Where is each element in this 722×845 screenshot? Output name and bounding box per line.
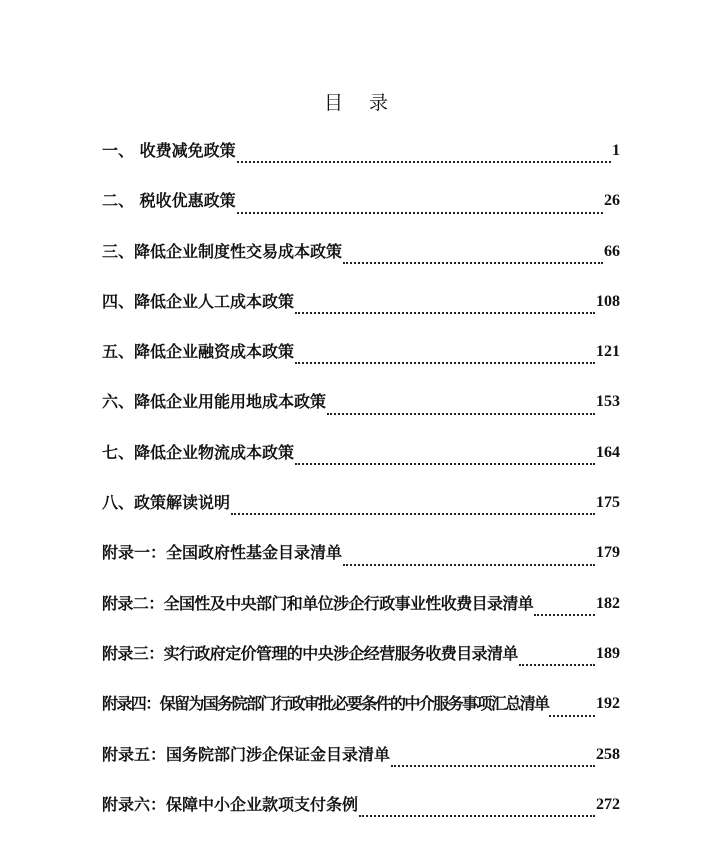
toc-entry-label: 八、政策解读说明 xyxy=(102,493,231,513)
toc-entry-label: 附录六：保障中小企业款项支付条例 xyxy=(102,794,359,814)
toc-entry[interactable] xyxy=(102,793,620,843)
toc-entry-page: 182 xyxy=(596,594,620,612)
dot-leader xyxy=(534,614,595,616)
dot-leader xyxy=(549,715,595,717)
toc-entry[interactable] xyxy=(102,340,620,390)
toc-entry-label: 三、降低企业制度性交易成本政策 xyxy=(102,241,343,261)
toc-entry[interactable] xyxy=(102,491,620,541)
toc-entry[interactable] xyxy=(102,189,620,239)
toc-entry-page: 26 xyxy=(604,192,620,210)
dot-leader xyxy=(231,513,595,515)
toc-title: 目 录 xyxy=(323,92,399,114)
toc-entry[interactable] xyxy=(102,743,620,793)
toc-entry[interactable] xyxy=(102,642,620,692)
toc-entry[interactable] xyxy=(102,390,620,440)
toc-entry-page: 164 xyxy=(596,443,620,461)
toc-entry-page: 1 xyxy=(612,142,620,159)
table-of-contents xyxy=(102,139,620,843)
toc-entry-label: 附录四：保留为国务院部门行政审批必要条件的中介服务事项汇总清单 xyxy=(102,694,549,714)
toc-entry[interactable] xyxy=(102,592,620,642)
dot-leader xyxy=(343,564,595,566)
dot-leader xyxy=(295,463,595,465)
dot-leader xyxy=(295,312,595,314)
dot-leader xyxy=(519,664,595,666)
dot-leader xyxy=(295,362,595,364)
toc-entry-page: 153 xyxy=(596,393,620,411)
toc-entry[interactable] xyxy=(102,441,620,491)
dot-leader xyxy=(327,413,595,415)
toc-entry[interactable] xyxy=(102,139,620,189)
dot-leader xyxy=(237,212,603,214)
toc-entry-label: 附录五：国务院部门涉企保证金目录清单 xyxy=(102,744,391,764)
toc-entry-page: 192 xyxy=(596,695,620,713)
toc-entry-page: 108 xyxy=(596,292,620,310)
toc-entry-page: 179 xyxy=(596,544,620,562)
toc-entry-label: 附录三：实行政府定价管理的中央涉企经营服务收费目录清单 xyxy=(102,643,518,663)
toc-entry-page: 189 xyxy=(596,644,620,662)
toc-entry[interactable] xyxy=(102,692,620,742)
toc-entry-page: 175 xyxy=(596,494,620,512)
toc-entry[interactable] xyxy=(102,290,620,340)
dot-leader xyxy=(237,161,611,163)
toc-entry-label: 一、 收费减免政策 xyxy=(102,141,236,160)
toc-entry[interactable] xyxy=(102,541,620,591)
toc-entry-page: 272 xyxy=(596,795,620,813)
toc-entry-label: 四、降低企业人工成本政策 xyxy=(102,291,295,311)
toc-entry-label: 七、降低企业物流成本政策 xyxy=(102,442,295,462)
toc-entry-label: 六、降低企业用能用地成本政策 xyxy=(102,392,327,412)
toc-entry-label: 附录二：全国性及中央部门和单位涉企行政事业性收费目录清单 xyxy=(102,593,534,613)
toc-entry-page: 258 xyxy=(596,745,620,763)
toc-entry-label: 五、降低企业融资成本政策 xyxy=(102,342,295,362)
dot-leader xyxy=(359,815,595,817)
toc-entry-label: 附录一：全国政府性基金目录清单 xyxy=(102,543,343,563)
toc-entry[interactable] xyxy=(102,240,620,290)
toc-entry-page: 66 xyxy=(604,242,620,260)
toc-entry-page: 121 xyxy=(596,343,620,361)
dot-leader xyxy=(343,262,603,264)
toc-entry-label: 二、 税收优惠政策 xyxy=(102,191,236,211)
dot-leader xyxy=(391,765,595,767)
